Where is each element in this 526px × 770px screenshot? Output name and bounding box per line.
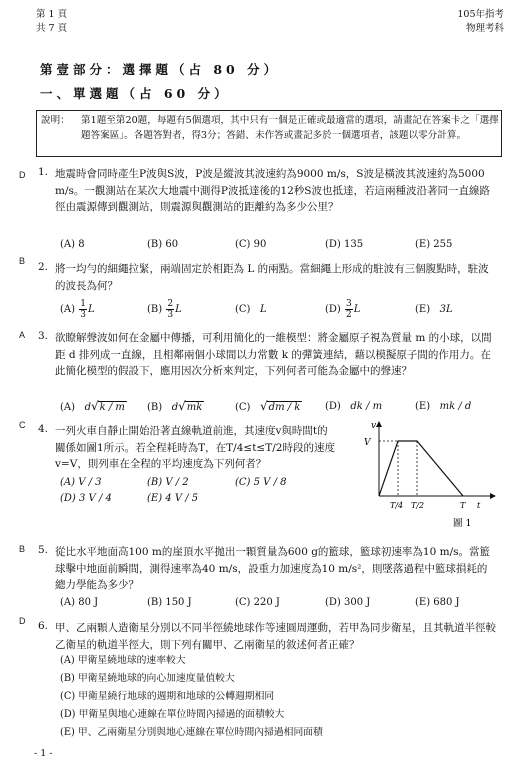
answer-mark-q1: D [19,170,26,180]
options-q6 [60,652,500,742]
option-d: (D) 135 [325,238,364,250]
option-b: (B) 甲衛星繞地球的向心加速度量值較大 [60,673,235,684]
sub-title: 一、單選題（占 60 分） [40,86,231,101]
option-b: (B) 150 J [147,596,192,608]
level-label-V: V [364,438,371,448]
option-a: (A) 8 [60,238,85,250]
part-title: 第壹部分：選擇題（占 80 分） [40,62,281,77]
option-e: (E) 4 V / 5 [147,492,199,504]
option-e: (E) 680 J [415,596,460,608]
options-q1 [55,236,495,252]
options-q5 [55,594,495,610]
answer-mark-q4: C [19,420,26,430]
option-d: (D) 3 V / 4 [60,492,112,504]
options-q3 [55,398,495,414]
option-b: (B) $\frac{2}{3}$ L [147,298,182,320]
page-number: 第 1 頁 [36,9,68,20]
option-e: (E) 甲、乙兩衛星分別與地心連線在單位時間內掃過相同面積 [60,727,323,738]
question-text-q1: 地震時會同時產生P波與S波，P波是縱波其波速約為9000 m/s，S波是橫波其波速約為5000 m/s。一觀測站在某次大地震中測得P波抵達後的12秒S波也抵達，若這兩種波沿著同一直線路徑由震源傳到觀測站，則震源與觀測站的距離約為多少公里？ [55,168,490,214]
question-number-q2: 2. [38,261,49,273]
figure-caption: 圖 1 [453,518,472,529]
axis-label-v: v [371,421,377,431]
velocity-time-graph [355,418,505,538]
page-footer: - 1 - [34,748,53,759]
option-a: (A) V / 3 [60,476,102,488]
option-a: (A) $\frac{1}{3}$ L [60,298,95,320]
tick-T4: T/4 [390,501,404,510]
question-text-q2: 將一均勻的細繩拉緊，兩端固定於相距為 L 的兩點。當細繩上形成的駐波有三個腹點時，駐波的波長為何？ [55,263,489,292]
option-e: (E) 3L [415,303,453,315]
question-number-q5: 5. [38,544,49,556]
question-text-q6: 甲、乙兩顆人造衛星分別以不同半徑繞地球作等速圓周運動，若甲為同步衛星，且其軌道半徑較乙衛星的軌道半徑大，則下列有關甲、乙兩衛星的敘述何者正確？ [55,622,496,651]
options-q4-row2 [55,490,345,506]
option-d: (D) 300 J [325,596,371,608]
question-text-q5: 從比水平地面高100 m的崖頂水平拋出一顆質量為600 g的籃球，籃球初速率為10 m/s。當籃球擊中地面前瞬間，測得速率為40 m/s，設重力加速度為10 m/s²，則墜落過程中籃球損耗的總力學能為多少？ [55,546,491,592]
option-d: (D) dk / m [325,400,383,412]
question-text-q3: 欲瞭解聲波如何在金屬中傳播，可利用簡化的一維模型：將金屬原子視為質量 m 的小球，以間距 d 排列成一直線，且相鄰兩個小球間以力常數 k 的彈簧連結，藉以模擬原子間的作用力。在此簡化模型的假設下，應用因次分析來判定，下列何者可能為金屬中的聲速？ [55,332,492,378]
option-a: (A) 80 J [60,596,99,608]
option-c: (C) 甲衛星繞行地球的週期和地球的公轉週期相同 [60,691,275,702]
option-a: (A) 甲衛星繞地球的速率較大 [60,655,186,666]
option-c: (C) 5 V / 8 [235,476,287,488]
total-pages: 共 7 頁 [36,23,68,34]
velocity-curve [379,441,463,496]
option-c: (C) L [235,303,267,315]
option-c: (C) 90 [235,238,267,250]
question-number-q1: 1. [38,166,49,178]
option-e: (E) mk / d [415,400,472,412]
option-c: (C) √dm / k [235,399,301,413]
answer-mark-q2: B [19,256,26,266]
question-text-q4: 一列火車自靜止開始沿著直線軌道前進，其速度v與時間t的關係如圖1所示。若全程耗時為T，在T/4≤t≤T/2時段的速度v=V，則列車在全程的平均速度為下列何者？ [55,425,335,471]
option-a: (A) d√k / m [60,399,125,413]
option-c: (C) 220 J [235,596,280,608]
option-d: (D) $\frac{3}{2}$ L [325,298,361,320]
instructions-text: 第1題至第20題，每題有5個選項，其中只有一個是正確或最適當的選項，請畫記在答案卡之「選擇題答案區」。各題答對者，得3分；答錯、未作答或畫記多於一個選項者，該題以零分計算。 [81,115,499,141]
option-d: (D) 甲衛星與地心連線在單位時間內掃過的面積較大 [60,709,285,720]
answer-mark-q5: B [19,544,26,554]
instructions-box [36,110,502,157]
axis-label-t: t [477,501,481,510]
question-number-q4: 4. [38,423,49,435]
answer-mark-q3: A [19,330,26,340]
question-number-q6: 6. [38,620,49,632]
instructions-lead: 說明： [41,115,70,126]
option-b: (B) d√mk [147,399,203,413]
subject-name: 物理考科 [465,23,504,34]
tick-T2: T/2 [411,501,425,510]
options-q4-row1 [55,474,345,490]
options-q2 [55,297,495,321]
answer-mark-q6: D [19,616,26,626]
question-number-q3: 3. [38,330,49,342]
option-e: (E) 255 [415,238,453,250]
exam-name: 105年指考 [457,9,504,20]
tick-T: T [460,501,466,510]
option-b: (B) 60 [147,238,179,250]
option-b: (B) V / 2 [147,476,189,488]
